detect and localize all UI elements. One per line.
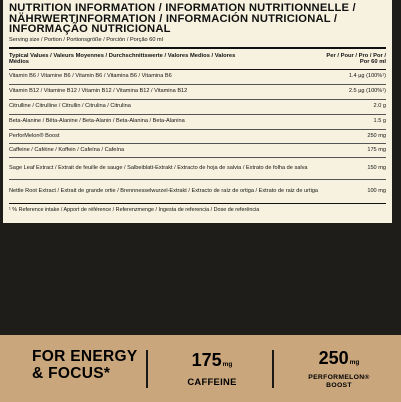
label-title-line-1: NUTRITION INFORMATION / INFORMATION NUTRITIONNELLE / — [9, 2, 356, 14]
nutrition-label — [3, 0, 392, 223]
row-value: 175 mg — [367, 146, 386, 153]
row-value: 100 mg — [367, 187, 386, 194]
row-name: PerforMelon® Boost — [9, 132, 60, 139]
table-header — [9, 49, 386, 70]
performelon-amount — [296, 349, 382, 372]
energy-focus-claim — [32, 349, 137, 382]
label-title-line-2: NÄHRWERTINFORMATION / INFORMACIÓN NUTRICIONAL / — [9, 12, 338, 25]
table-row — [9, 144, 386, 158]
performelon-stat — [296, 349, 382, 390]
row-value: 1.4 µg (100%¹) — [348, 73, 386, 80]
caffeine-stat — [170, 351, 254, 387]
energy-line-2: & FOCUS* — [32, 364, 111, 382]
reference-intake-note: ¹ % Reference intake / Apport de référence / Referenzmenge / Ingesta de referencia / Dose de referência — [9, 206, 260, 213]
row-value: 150 mg — [367, 164, 386, 171]
header-typical-values: Typical Values / Valeurs Moyennes / Durchschnittswerte / Valores Medios / Valores Médios — [9, 52, 236, 66]
caffeine-value: 175 — [191, 350, 222, 370]
caffeine-amount — [170, 351, 254, 374]
performelon-label-1: PERFORMELON® — [308, 374, 370, 381]
performelon-label-2: BOOST — [326, 382, 352, 390]
row-name: Sage Leaf Extract / Extrait de feuille de sauge / Salbeiblatt-Extrakt / Extracto de hoja de salvia / Extrato de folha de salva — [9, 164, 308, 171]
row-name: Beta-Alanine / Bêta-Alanine / Beta-Alanin / Beta-Alanina / Beta-Alanina — [9, 118, 185, 125]
table-row — [9, 85, 386, 100]
header-per-line-2: Por 60 ml — [359, 59, 386, 66]
row-value: 1.5 g — [373, 118, 386, 125]
row-value: 2.0 g — [373, 103, 386, 110]
performelon-unit: mg — [349, 359, 360, 366]
table-row — [9, 130, 386, 144]
performelon-value: 250 — [318, 348, 349, 368]
row-name: Nettle Root Extract / Extrait de grande ortie / Brennnesselwurzel-Extrakt / Extracto de raíz de ortiga / Extrato de raiz de urtiga — [9, 187, 319, 194]
table-row — [9, 180, 386, 204]
table-row — [9, 100, 386, 115]
serving-size: Serving size / Portion / Portionsgröße / Porción / Porção 60 ml — [9, 37, 386, 49]
row-value: 2.5 µg (100%¹) — [348, 88, 386, 95]
table-row — [9, 70, 386, 85]
label-title-line-3: INFORMAÇÃO NUTRICIONAL — [9, 23, 171, 36]
header-per-serving — [326, 53, 386, 66]
row-name: Caffeine / Caféine / Koffein / Cafeína / Cafeína — [9, 146, 125, 153]
row-name: Citrulline / Citrulline / Citrullin / Citrulina / Citrulina — [9, 103, 131, 110]
banner-divider-right — [272, 350, 274, 388]
caffeine-unit: mg — [222, 361, 233, 368]
caffeine-label: CAFFEINE — [187, 376, 237, 387]
header-per-line-1: Per / Pour / Pro / Por / — [326, 52, 386, 59]
table-row — [9, 115, 386, 130]
energy-line-1: FOR ENERGY — [32, 348, 138, 365]
row-name: Vitamin B6 / Vitamine B6 / Vitamin B6 / Vitamina B6 / Vitamina B6 — [9, 73, 172, 80]
row-value: 250 mg — [367, 132, 386, 139]
table-row — [9, 158, 386, 180]
row-name: Vitamin B12 / Vitamine B12 / Vitamin B12 / Vitamina B12 / Vitamina B12 — [9, 88, 188, 95]
banner-divider-left — [146, 350, 148, 388]
